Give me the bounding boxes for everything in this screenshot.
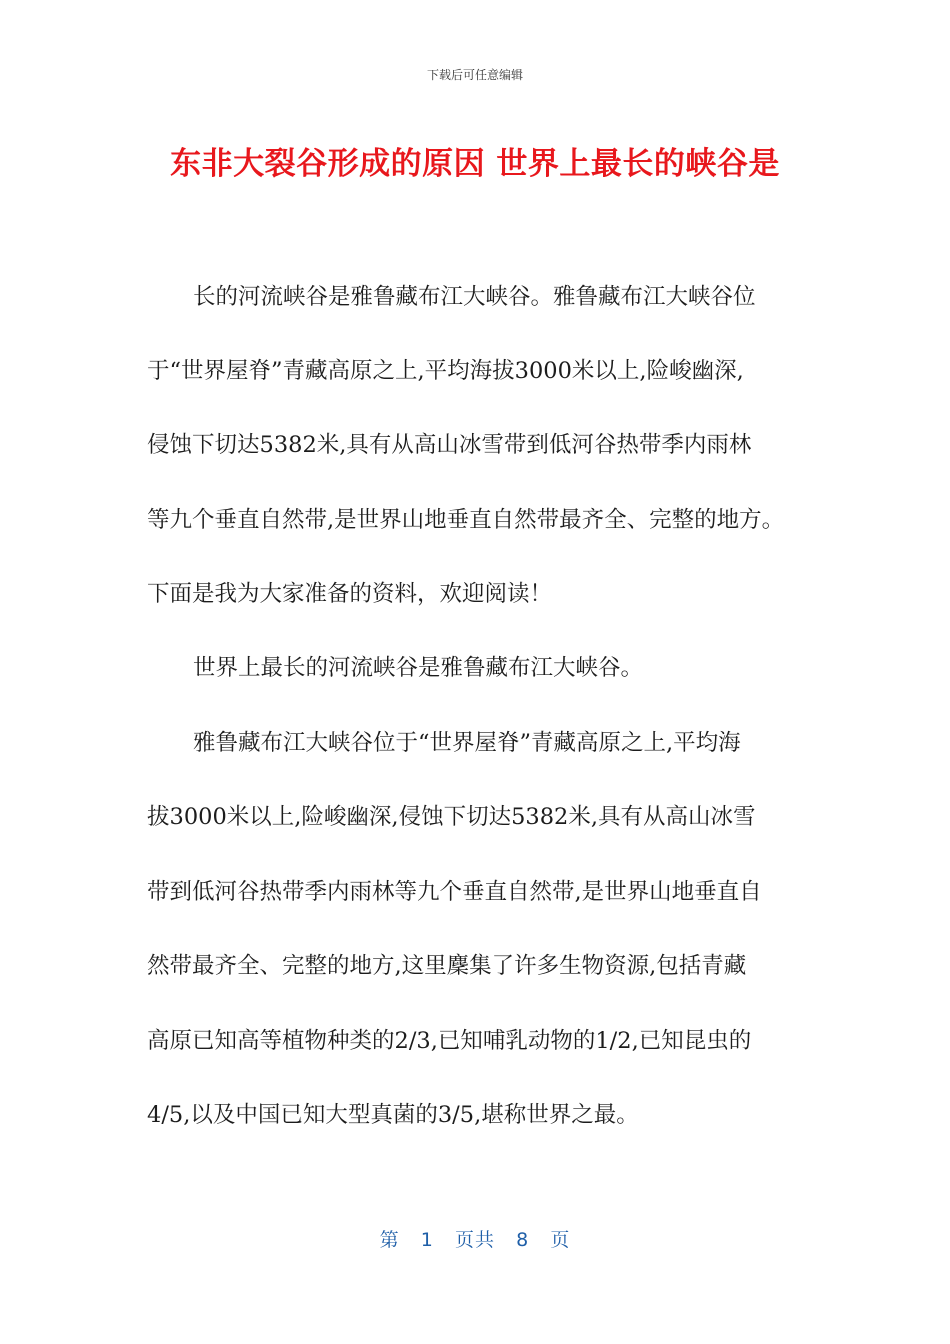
total-pages-number: 8 <box>516 1229 530 1251</box>
page-label-suffix: 页 <box>550 1229 571 1251</box>
paragraph-line: 高原已知高等植物种类的2/3,已知哺乳动物的1/2,已知昆虫的 <box>147 1028 752 1054</box>
paragraph-line: 带到低河谷热带季内雨林等九个垂直自然带,是世界山地垂直自 <box>147 879 762 905</box>
header-note: 下载后可任意编辑 <box>426 68 523 82</box>
paragraph-line: 侵蚀下切达5382米,具有从高山冰雪带到低河谷热带季内雨林 <box>147 432 752 458</box>
paragraph-line: 于“世界屋脊”青藏高原之上,平均海拔3000米以上,险峻幽深, <box>147 358 744 384</box>
page-label-mid: 页共 <box>454 1229 495 1251</box>
paragraph-line: 4/5,以及中国已知大型真菌的3/5,堪称世界之最。 <box>147 1102 639 1128</box>
current-page-number: 1 <box>420 1229 434 1251</box>
page-title: 东非大裂谷形成的原因 世界上最长的峡谷是 <box>170 146 780 182</box>
paragraph-line: 下面是我为大家准备的资料，欢迎阅读！ <box>147 581 553 607</box>
paragraph-line: 拔3000米以上,险峻幽深,侵蚀下切达5382米,具有从高山冰雪 <box>147 804 756 830</box>
paragraph-line: 雅鲁藏布江大峡谷位于“世界屋脊”青藏高原之上,平均海 <box>193 730 741 756</box>
paragraph-line: 然带最齐全、完整的地方,这里麇集了许多生物资源,包括青藏 <box>147 953 747 979</box>
page-footer <box>0 1225 950 1252</box>
paragraph-line: 长的河流峡谷是雅鲁藏布江大峡谷。雅鲁藏布江大峡谷位 <box>193 284 756 310</box>
page-label-prefix: 第 <box>379 1229 400 1251</box>
paragraph-line: 等九个垂直自然带,是世界山地垂直自然带最齐全、完整的地方。 <box>147 507 785 533</box>
paragraph-line: 世界上最长的河流峡谷是雅鲁藏布江大峡谷。 <box>193 655 644 681</box>
